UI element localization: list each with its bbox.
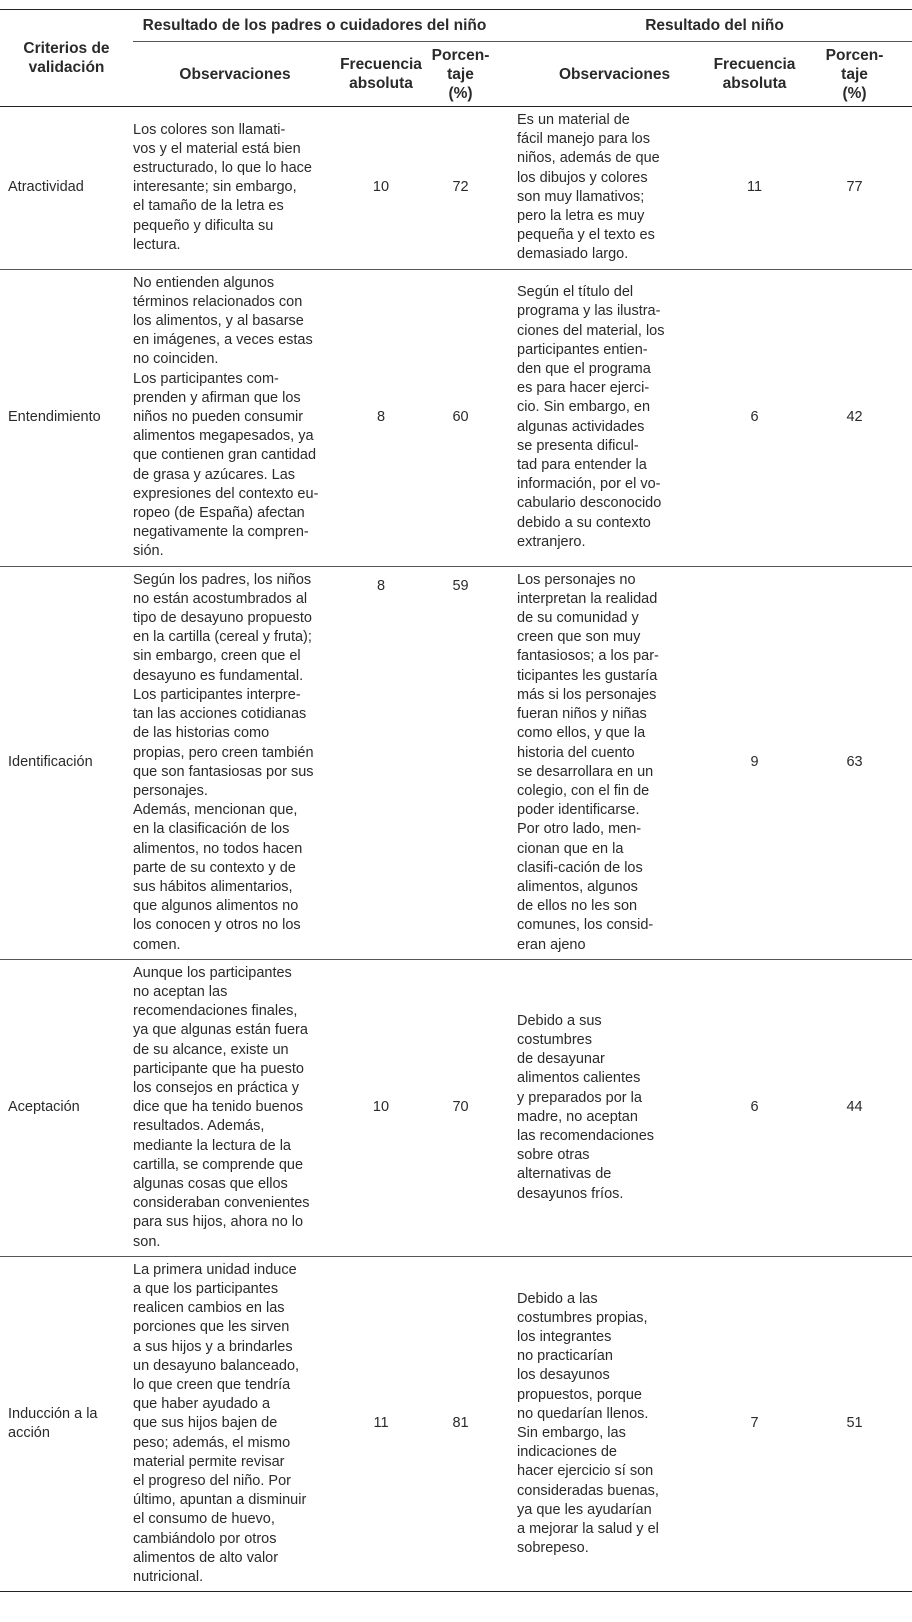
child-frequency-cell: 7 <box>712 1256 797 1591</box>
child-percentage-cell: 63 <box>797 566 912 959</box>
parents-observation-cell: Los colores son llamati- vos y el material está bien estructurado, lo que lo hace interesante; sin embargo, el tamaño de la letra es pequeño y dificulta su lectura. <box>133 107 337 270</box>
parents-percentage-header: Porcen- taje (%) <box>425 42 496 107</box>
child-percentage-cell: 51 <box>797 1256 912 1591</box>
criterion-cell: Entendimiento <box>0 269 133 566</box>
child-frequency-cell: 6 <box>712 269 797 566</box>
child-percentage-cell: 77 <box>797 107 912 270</box>
child-observation-cell: Debido a sus costumbres de desayunar alimentos calientes y preparados por la madre, no aceptan las recomendaciones sobre otras alternativas de desayunos fríos. <box>517 959 712 1256</box>
child-frequency-cell: 11 <box>712 107 797 270</box>
child-observation-cell: Según el título del programa y las ilustra- ciones del material, los participantes entien- den que el programa es para hacer ejerci- cio. Sin embargo, en algunas actividades se presenta dificul- tad para entender la información, por el vo- cabulario desconocido debido a su contexto extranjero. <box>517 269 712 566</box>
child-frequency-cell: 9 <box>712 566 797 959</box>
criteria-header: Criterios de validación <box>0 10 133 107</box>
child-observation-cell: Los personajes no interpretan la realidad de su comunidad y creen que son muy fantasiosos; a los par- ticipantes les gustaría más si los personajes fueran niños y niñas como ellos, y que la historia del cuento se desarrollara en un colegio, con el fin de poder identificarse. Por otro lado, men- cionan que en la clasifi-cación de los alimentos, algunos de ellos no les son comunes, los consid- eran ajeno <box>517 566 712 959</box>
parents-observation-cell: Aunque los participantes no aceptan las recomendaciones finales, ya que algunas están fuera de su alcance, existe un participante que ha puesto los consejos en práctica y dice que ha tenido buenos resultados. Además, mediante la lectura de la cartilla, se comprende que algunas cosas que ellos consideraban convenientes para sus hijos, ahora no lo son. <box>133 959 337 1256</box>
header-gap <box>496 42 517 107</box>
parents-frequency-header: Frecuencia absoluta <box>337 42 425 107</box>
parents-percentage-cell: 72 <box>425 107 496 270</box>
table-row <box>0 1256 912 1591</box>
child-percentage-header: Porcen- taje (%) <box>797 42 912 107</box>
parents-observations-header: Observaciones <box>133 42 337 107</box>
gap-cell <box>496 959 517 1256</box>
parents-percentage-cell: 70 <box>425 959 496 1256</box>
parents-frequency-cell: 10 <box>337 107 425 270</box>
child-frequency-cell: 6 <box>712 959 797 1256</box>
header-gap <box>496 10 517 42</box>
child-percentage-cell: 44 <box>797 959 912 1256</box>
parents-frequency-cell: 8 <box>337 566 425 959</box>
table-row <box>0 566 912 959</box>
parents-frequency-cell: 8 <box>337 269 425 566</box>
parents-frequency-cell: 11 <box>337 1256 425 1591</box>
parents-observation-cell: La primera unidad induce a que los participantes realicen cambios en las porciones que les sirven a sus hijos y a brindarles un desayuno balanceado, lo que creen que tendría que haber ayudado a que sus hijos bajen de peso; además, el mismo material permite revisar el progreso del niño. Por último, apuntan a disminuir el consumo de huevo, cambiándolo por otros alimentos de alto valor nutricional. <box>133 1256 337 1591</box>
child-observation-cell: Debido a las costumbres propias, los integrantes no practicarían los desayunos propuestos, porque no quedarían llenos. Sin embargo, las indicaciones de hacer ejercicio sí son consideradas buenas, ya que les ayudarían a mejorar la salud y el sobrepeso. <box>517 1256 712 1591</box>
parents-percentage-cell: 60 <box>425 269 496 566</box>
parents-group-header: Resultado de los padres o cuidadores del niño <box>133 10 496 42</box>
gap-cell <box>496 566 517 959</box>
validation-table <box>0 9 912 1592</box>
header-row-groups <box>0 10 912 42</box>
criterion-cell: Atractividad <box>0 107 133 270</box>
header-row-columns <box>0 42 912 107</box>
gap-cell <box>496 107 517 270</box>
child-percentage-cell: 42 <box>797 269 912 566</box>
gap-cell <box>496 1256 517 1591</box>
parents-frequency-cell: 10 <box>337 959 425 1256</box>
gap-cell <box>496 269 517 566</box>
criterion-cell: Aceptación <box>0 959 133 1256</box>
child-observations-header: Observaciones <box>517 42 712 107</box>
child-group-header: Resultado del niño <box>517 10 912 42</box>
parents-percentage-cell: 81 <box>425 1256 496 1591</box>
parents-observation-cell: Según los padres, los niños no están acostumbrados al tipo de desayuno propuesto en la cartilla (cereal y fruta); sin embargo, creen que el desayuno es fundamental. Los participantes interpre- tan las acciones cotidianas de las historias como propias, pero creen también que son fantasiosas por sus personajes. Además, mencionan que, en la clasificación de los alimentos, no todos hacen parte de su contexto y de sus hábitos alimentarios, que algunos alimentos no los conocen y otros no los comen. <box>133 566 337 959</box>
criterion-cell: Inducción a la acción <box>0 1256 133 1591</box>
table-row <box>0 269 912 566</box>
criterion-cell: Identificación <box>0 566 133 959</box>
table-row <box>0 107 912 270</box>
parents-observation-cell: No entienden algunos términos relacionados con los alimentos, y al basarse en imágenes, a veces estas no coinciden. Los participantes com- prenden y afirman que los niños no pueden consumir alimentos megapesados, ya que contienen gran cantidad de grasa y azúcares. Las expresiones del contexto eu- ropeo (de España) afectan negativamente la compren- sión. <box>133 269 337 566</box>
parents-percentage-cell: 59 <box>425 566 496 959</box>
table-row <box>0 959 912 1256</box>
child-observation-cell: Es un material de fácil manejo para los niños, además de que los dibujos y colores son muy llamativos; pero la letra es muy pequeña y el texto es demasiado largo. <box>517 107 712 270</box>
child-frequency-header: Frecuencia absoluta <box>712 42 797 107</box>
